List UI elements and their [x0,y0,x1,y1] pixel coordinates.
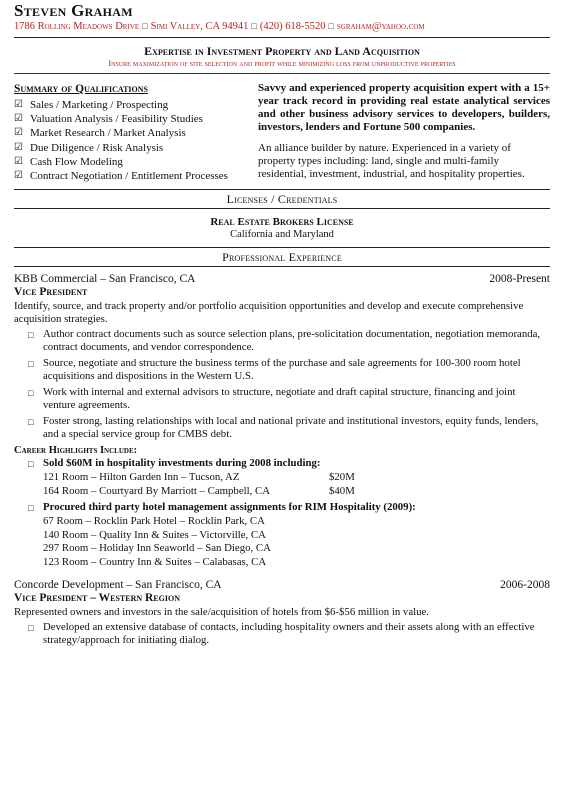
checkbox-empty-icon: □ [28,330,34,341]
profile-paragraph: An alliance builder by nature. Experienced in a variety of property types including: land, single and multi-family residential, investment, industrial, and hospitality properties. [258,142,525,180]
job-description: Identify, source, and track property and/or portfolio acquisition opportunities and develop and execute comprehensive acquisition strategies. [14,300,524,326]
qualifications-list [14,98,254,183]
job-header [14,272,550,286]
list-item: □ Work with internal and external advisors to structure, negotiate and draft capital structure, financing and joint venture agreements. [28,386,516,412]
highlights-title: Career Highlights Include: [14,445,138,457]
list-item: 140 Room – Quality Inn & Suites – Victorville, CA [43,528,266,541]
list-item: ☑ Contract Negotiation / Entitlement Processes [14,170,228,183]
highlight-heading: □ Sold $60M in hospitality investments during 2008 including: [28,457,321,470]
profile-column [254,82,550,183]
phone: (420) 618-5520 [259,21,326,32]
section-divider [14,266,550,267]
banner-subtitle: Insure maximization of site selection and profit while minimizing loss from unproductive properties [108,59,456,68]
checkbox-checked-icon: ☑ [14,155,23,167]
list-item: ☑ Due Diligence / Risk Analysis [14,141,164,154]
candidate-name: Steven Graham [14,1,133,20]
summary-title: Summary of Qualifications [14,83,148,95]
license-detail: California and Maryland [230,228,334,240]
separator-box-icon: □ [328,21,334,31]
city: Simi Valley, CA 94941 [150,21,249,32]
list-item: ☑ Cash Flow Modeling [14,155,123,168]
job-bullets [14,621,550,647]
checkbox-empty-icon: □ [28,503,34,514]
license-block [14,216,550,241]
separator-box-icon: □ [251,21,257,31]
qualifications-column [14,82,254,183]
list-item: □ Developed an extensive database of contacts, including hospitality owners and their assets along with an effective strategy/approach for initiating dialog. [28,621,535,647]
list-item: □ Source, negotiate and structure the business terms of the purchase and sale agreements for 100-300 room hotel acquisitions and dispositions in the Western U.S. [28,357,521,383]
highlight-heading: □ Procured third party hotel management assignments for RIM Hospitality (2009): [28,501,416,514]
list-item: □ Foster strong, lasting relationships with local and national private and institutional investors, equity funds, lenders, and a special service group for CMBS debt. [28,415,539,441]
profile-bold-paragraph: Savvy and experienced property acquisition expert with a 15+ year track record in providing real estate analytical services and other business advisory services to developers, builders, investors, lenders and Fortune 500 companies. [258,82,550,133]
checkbox-empty-icon: □ [28,359,34,370]
separator-box-icon: □ [142,21,148,31]
licenses-heading: Licenses / Credentials [226,192,338,207]
list-item: ☑ Valuation Analysis / Feasibility Studies [14,113,203,126]
checkbox-empty-icon: □ [28,623,34,634]
checkbox-checked-icon: ☑ [14,99,23,110]
deals-list [14,515,550,569]
list-item: 297 Room – Holiday Inn Seaworld – San Diego, CA [43,542,271,555]
experience-heading: Professional Experience [222,250,342,265]
header-divider [14,37,550,38]
job-description: Represented owners and investors in the sale/acquisition of hotels from $6-$56 million in value. [14,606,429,619]
checkbox-checked-icon: ☑ [14,127,23,139]
job-header [14,578,550,592]
list-item: 67 Room – Rocklin Park Hotel – Rocklin Park, CA [43,515,265,528]
list-item: □ Author contract documents such as source selection plans, pre-solicitation documentation, negotiation memoranda, contract documents, and vendor correspondence. [28,328,541,354]
email-link[interactable]: sgraham@yahoo.com [336,21,425,32]
checkbox-empty-icon: □ [28,417,34,428]
job-title: Vice President – Western Region [14,592,180,605]
list-item: 164 Room – Courtyard By Marriott – Campbell, CA $40M [43,484,355,497]
checkbox-checked-icon: ☑ [14,170,23,182]
checkbox-checked-icon: ☑ [14,113,23,125]
list-item: 123 Room – Country Inn & Suites – Calabasas, CA [43,555,267,568]
job-dates: 2008-Present [489,273,550,286]
contact-line [14,20,550,33]
job-bullets [14,328,550,441]
section-divider [14,208,550,209]
job-company: KBB Commercial – San Francisco, CA [14,273,196,286]
list-item: ☑ Market Research / Market Analysis [14,127,186,140]
checkbox-empty-icon: □ [28,459,34,470]
expertise-banner [14,44,550,69]
address: 1786 Rolling Meadows Drive [14,21,140,32]
list-item: 121 Room – Hilton Garden Inn – Tucson, AZ $20M [43,471,355,484]
banner-title: Expertise in Investment Property and Land Acquisition [144,44,420,58]
list-item: ☑ Sales / Marketing / Prospecting [14,99,169,111]
deals-list [14,471,550,498]
job-dates: 2006-2008 [500,579,550,592]
job-company: Concorde Development – San Francisco, CA [14,579,222,592]
checkbox-empty-icon: □ [28,388,34,399]
banner-divider [14,73,550,74]
checkbox-checked-icon: ☑ [14,141,23,153]
job-title: Vice President [14,286,88,299]
summary-section [14,82,550,183]
license-title: Real Estate Brokers License [210,216,354,229]
